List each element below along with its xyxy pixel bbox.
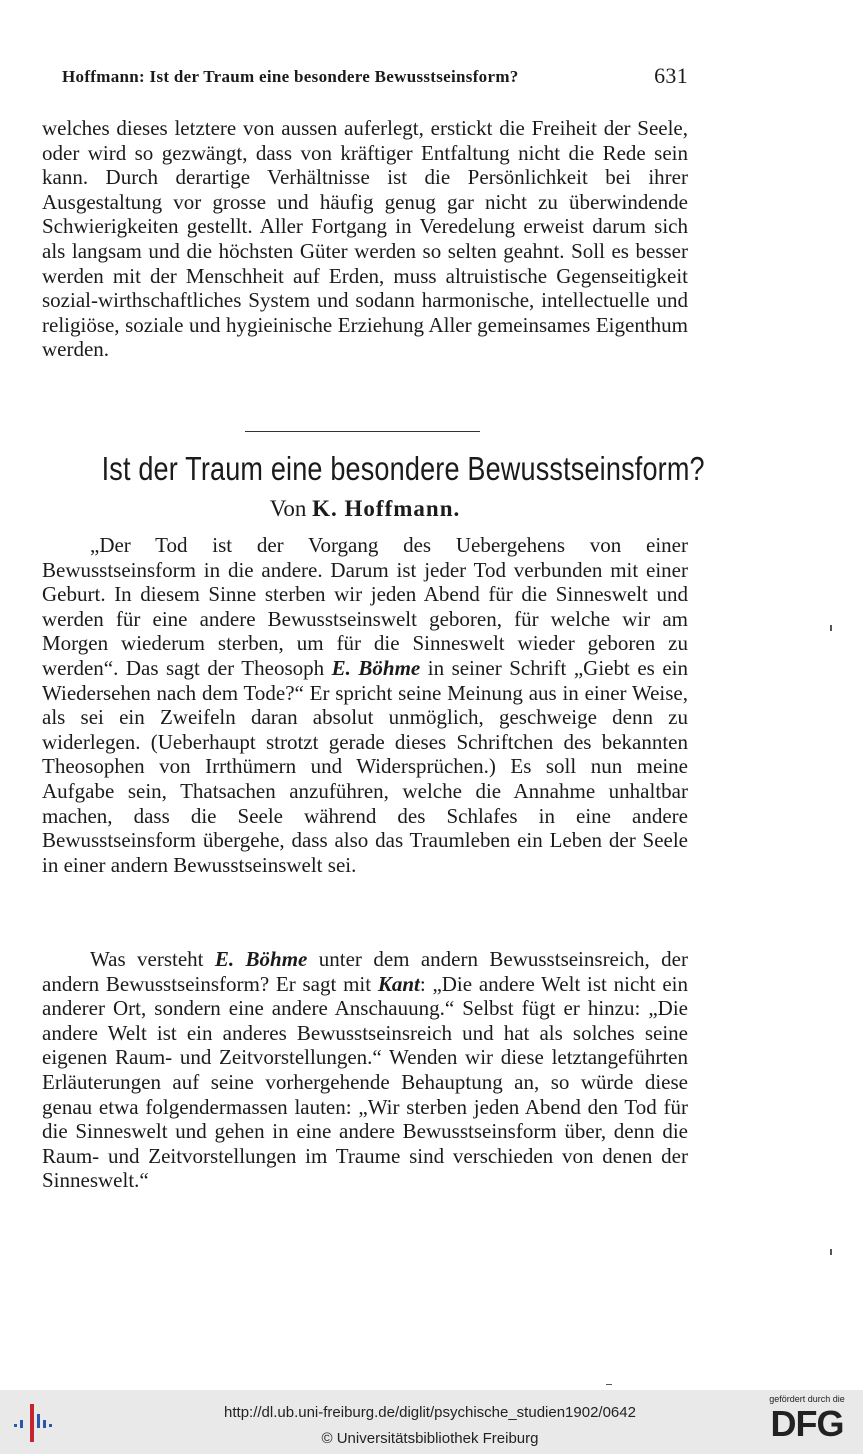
paragraph-2-text-b: unter dem andern Bewusstseinsreich, der andern Bewusstseinsform? Er sagt mit	[42, 947, 688, 996]
copyright-notice: © Universitätsbibliothek Freiburg	[321, 1430, 539, 1447]
running-head-title: Hoffmann: Ist der Traum eine besondere Bewusstseinsform?	[62, 67, 519, 86]
section-divider	[245, 431, 480, 432]
dfg-caption: gefördert durch die	[769, 1394, 845, 1404]
byline-prefix: Von	[269, 496, 307, 521]
article-title: Ist der Traum eine besondere Bewusstseinsform?	[101, 450, 705, 487]
person-name: E. Böhme	[214, 947, 308, 971]
paragraph-2-text-a: Was versteht	[90, 947, 215, 971]
library-logo-icon	[12, 1400, 54, 1444]
margin-mark	[606, 1384, 612, 1385]
paragraph-2-text-c: : „Die andere Welt ist nicht ein anderer Ort, sondern eine andere Anschauung.“ Selbst fügt er hinzu: „Die andere Welt ist ein anderes Bewusstseinsreich und hat als solches seine eigenen Raum- und Zeitvorstellungen.“ Wenden wir diese letztangeführten Erläuterungen auf seine vorhergehende Behauptung an, so würde diese genau etwa folgendermassen lauten: „Wir sterben jeden Abend den Tod für die Sinneswelt und gehen in eine andere Bewusstseinsform über, denn die Raum- und Zeitvorstellungen im Traume sind verschieden von denen der Sinneswelt.“	[42, 971, 688, 1193]
dfg-logo	[759, 1394, 855, 1450]
paragraph-continuation: welches dieses letztere von aussen auferlegt, erstickt die Freiheit der Seele, oder wird so gezwängt, dass von kräftiger Entfaltung nicht die Rede sein kann. Durch derartige Verhältnisse ist die Persönlichkeit bei ihrer Ausgestaltung vor grosse und häufig genug gar nicht zu überwindende Schwierigkeiten gestellt. Aller Fortgang in Veredelung erweist darum sich als langsam und die höchsten Güter werden so selten geahnt. Soll es besser werden mit der Menschheit auf Erden, muss altruistische Gegenseitigkeit sozial-wirthschaftliches System und sodann harmonische, intellectuelle und religiöse, soziale und hygieinische Erziehung Aller gemeinsames Eigenthum werden.	[42, 116, 688, 362]
running-head	[62, 63, 692, 93]
source-url-link[interactable]: http://dl.ub.uni-freiburg.de/diglit/psychische_studien1902/0642	[224, 1404, 636, 1421]
byline	[0, 496, 730, 522]
margin-mark	[830, 625, 832, 631]
author-name: K. Hoffmann.	[312, 496, 461, 521]
viewer-footer	[0, 1390, 863, 1454]
paragraph-2	[42, 947, 688, 1193]
paragraph-1-text-a: „Der Tod ist der Vorgang des Uebergehens von einer Bewusstseinsform in die andere. Darum ist jeder Tod verbunden mit einer Geburt. In diesem Sinne sterben wir jeden Abend für die Sinneswelt und werden für eine andere Bewusstseinswelt geboren, für welche wir am Morgen wiederum sterben, um für die Sinneswelt wieder geboren zu werden“. Das sagt der Theosoph	[42, 533, 688, 680]
margin-mark	[830, 1249, 832, 1255]
paragraph-1-text-b: in seiner Schrift „Giebt es ein Wiedersehen nach dem Tode?“ Er spricht seine Meinung aus in einer Weise, als sei ein Zweifeln daran absolut unmöglich, geschweige denn zu widerlegen. (Ueberhaupt strotzt gerade dieses Schriftchen des bekannten Theosophen von Irrthümern und Widersprüchen.) Es soll nun meine Aufgabe sein, Thatsachen anzuführen, welche die Annahme unhaltbar machen, dass die Seele während des Schlafes in eine andere Bewusstseinsform übergehe, dass also das Traumleben ein Leben der Seele in einer andern Bewusstseinswelt sei.	[42, 655, 688, 877]
dfg-logo-text: DFG	[770, 1403, 844, 1444]
person-name-kant: Kant	[377, 971, 420, 996]
person-name: E. Böhme	[331, 655, 421, 680]
page-number: 631	[654, 63, 688, 88]
paragraph-1	[42, 533, 688, 877]
